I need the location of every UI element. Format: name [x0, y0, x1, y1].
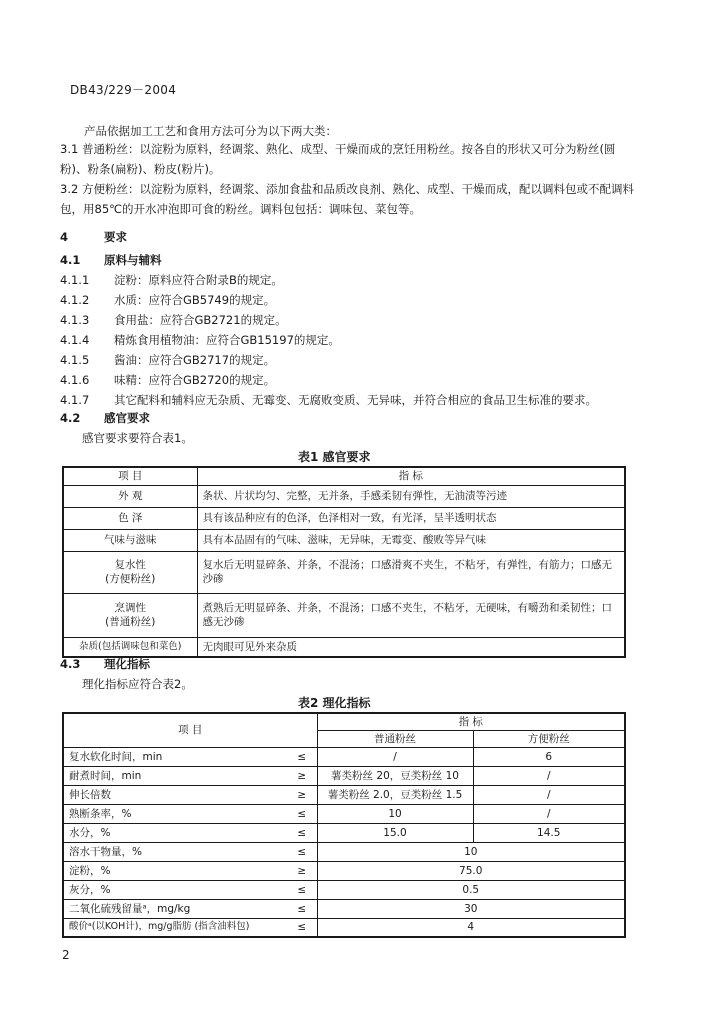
row-text: 无肉眼可见外来杂质 [197, 637, 625, 657]
clause-number: 4.1.1 [60, 273, 90, 287]
document-code: DB43/229－2004 [70, 83, 177, 97]
clause-text: 淀粉：原料应符合附录B的规定。 [114, 273, 283, 287]
row-item: 熟断条率，% [63, 804, 287, 823]
section-title: 要求 [104, 230, 127, 244]
table-row [63, 918, 625, 937]
clause-number: 4.1.6 [60, 373, 90, 387]
row-item: 溶水干物量，% [63, 842, 287, 861]
clause-number: 4.1.2 [60, 293, 90, 307]
row-item: 耐煮时间，min [63, 766, 287, 785]
row-normal: 薯类粉丝 20，豆类粉丝 10 [317, 766, 473, 785]
table-row [63, 747, 625, 766]
section-4-1-heading [60, 252, 162, 268]
clause-4-1-4 [60, 332, 340, 348]
table-row [63, 823, 625, 842]
row-value: 10 [317, 842, 625, 861]
row-normal: 15.0 [317, 823, 473, 842]
table-2-caption: 表2 理化指标 [298, 696, 371, 710]
table-header-row [63, 713, 625, 730]
row-text: 具有本品固有的气味、滋味，无异味，无霉变、酸败等异气味 [197, 529, 625, 551]
table-row [63, 507, 625, 529]
section-number: 4 [60, 230, 69, 244]
clause-text: 其它配料和辅料应无杂质、无霉变、无腐败变质、无异味，并符合相应的食品卫生标准的要求。 [114, 393, 597, 407]
table-row [63, 861, 625, 880]
row-item: 杂质(包括调味包和菜色) [63, 637, 197, 657]
header-normal: 普通粉丝 [317, 730, 473, 747]
row-item: 淀粉，% [63, 861, 287, 880]
physicochemical-table [62, 712, 626, 938]
header-item: 项 目 [63, 467, 197, 485]
sensory-requirements-table [62, 466, 626, 658]
row-instant: 14.5 [473, 823, 625, 842]
row-operator: ≤ [287, 918, 317, 937]
row-operator: ≤ [287, 747, 317, 766]
table-row [63, 529, 625, 551]
section-4-3-heading [60, 656, 150, 672]
clause-4-1-6 [60, 372, 275, 388]
row-item: 二氧化硫残留量ᵃ，mg/kg [63, 899, 287, 918]
row-operator: ≤ [287, 804, 317, 823]
table-row [63, 880, 625, 899]
row-operator: ≤ [287, 899, 317, 918]
row-instant: 6 [473, 747, 625, 766]
table-row [63, 485, 625, 507]
header-index: 指 标 [317, 713, 625, 730]
row-operator: ≤ [287, 842, 317, 861]
section-number: 4.3 [60, 657, 81, 671]
row-item: 色 泽 [63, 507, 197, 529]
table-1-caption: 表1 感官要求 [298, 450, 371, 464]
row-item [63, 593, 197, 637]
table-row [63, 804, 625, 823]
row-item: 水分，% [63, 823, 287, 842]
clause-3-1: 3.1 普通粉丝：以淀粉为原料，经调浆、熟化、成型、干燥而成的烹饪用粉丝。按各自的形状又可分为粉丝(圆粉)、粉条(扁粉)、粉皮(粉片)。 [60, 142, 616, 176]
row-operator: ≥ [287, 861, 317, 880]
clause-number: 4.1.5 [60, 353, 90, 367]
header-instant: 方便粉丝 [473, 730, 625, 747]
row-normal: 薯类粉丝 2.0，豆类粉丝 1.5 [317, 785, 473, 804]
row-instant: / [473, 766, 625, 785]
table-header-row [63, 467, 625, 485]
row-item: 酸价ᵃ(以KOH计)，mg/g脂肪 (指含油料包) [63, 918, 287, 937]
clause-4-1-5 [60, 352, 275, 368]
row-value: 4 [317, 918, 625, 937]
row-value: 30 [317, 899, 625, 918]
row-operator: ≤ [287, 823, 317, 842]
row-item-line1: 复水性 [114, 559, 146, 571]
row-item-line2: (方便粉丝) [105, 573, 156, 585]
section-number: 4.1 [60, 253, 81, 267]
clause-text: 酱油：应符合GB2717的规定。 [114, 353, 276, 367]
row-item-line2: (普通粉丝) [105, 616, 156, 628]
section-title: 理化指标 [104, 657, 150, 671]
section-4-2-intro: 感官要求要符合表1。 [82, 431, 193, 445]
row-operator: ≥ [287, 785, 317, 804]
clause-number: 4.1.4 [60, 333, 90, 347]
row-item [63, 551, 197, 593]
table-row [63, 766, 625, 785]
row-text: 复水后无明显碎条、并条，不混汤；口感滑爽不夹生，不粘牙，有弹性，有筋力；口感无沙碜 [197, 551, 625, 593]
clause-text: 水质：应符合GB5749的规定。 [114, 293, 276, 307]
row-operator: ≥ [287, 766, 317, 785]
clause-3-2: 3.2 方便粉丝：以淀粉为原料，经调浆、添加食盐和品质改良剂、熟化、成型、干燥而成，配以调料包或不配调料包，用85℃的开水冲泡即可食的粉丝。调料包包括：调味包、菜包等。 [60, 182, 634, 216]
row-item: 气味与滋味 [63, 529, 197, 551]
clause-text: 食用盐：应符合GB2721的规定。 [114, 313, 287, 327]
table-row [63, 785, 625, 804]
clause-4-1-2 [60, 292, 275, 308]
row-operator: ≤ [287, 880, 317, 899]
row-value: 0.5 [317, 880, 625, 899]
header-index: 指 标 [197, 467, 625, 485]
row-normal: 10 [317, 804, 473, 823]
section-title: 原料与辅料 [104, 253, 162, 267]
row-item: 外 观 [63, 485, 197, 507]
page-number: 2 [62, 948, 70, 962]
row-instant: / [473, 785, 625, 804]
clause-4-1-7 [60, 392, 597, 408]
row-text: 具有该品种应有的色泽，色泽相对一致，有光泽，呈半透明状态 [197, 507, 625, 529]
section-4-2-heading [60, 410, 150, 426]
row-item: 灰分，% [63, 880, 287, 899]
row-item: 复水软化时间，min [63, 747, 287, 766]
row-text: 条状、片状均匀、完整，无并条，手感柔韧有弹性，无油渍等污迹 [197, 485, 625, 507]
row-value: 75.0 [317, 861, 625, 880]
intro-paragraph: 产品依据加工工艺和食用方法可分为以下两大类： [84, 124, 337, 138]
section-number: 4.2 [60, 411, 81, 425]
row-text: 煮熟后无明显碎条、并条，不混汤；口感不夹生，不粘牙，无硬味，有嚼劲和柔韧性；口感无沙碜 [197, 593, 625, 637]
table-row [63, 551, 625, 593]
row-item: 伸长倍数 [63, 785, 287, 804]
row-item-line1: 烹调性 [114, 602, 146, 614]
table-row [63, 593, 625, 637]
table-row [63, 842, 625, 861]
table-row [63, 899, 625, 918]
section-4-3-intro: 理化指标应符合表2。 [82, 677, 193, 691]
clause-4-1-3 [60, 312, 287, 328]
table-row [63, 637, 625, 657]
section-4-heading [60, 229, 127, 245]
header-item: 项 目 [63, 713, 317, 747]
clause-text: 精炼食用植物油：应符合GB15197的规定。 [114, 333, 340, 347]
clause-number: 4.1.3 [60, 313, 90, 327]
section-title: 感官要求 [104, 411, 150, 425]
clause-number: 4.1.7 [60, 393, 90, 407]
clause-text: 味精：应符合GB2720的规定。 [114, 373, 276, 387]
clause-4-1-1 [60, 272, 283, 288]
row-instant: / [473, 804, 625, 823]
row-normal: / [317, 747, 473, 766]
